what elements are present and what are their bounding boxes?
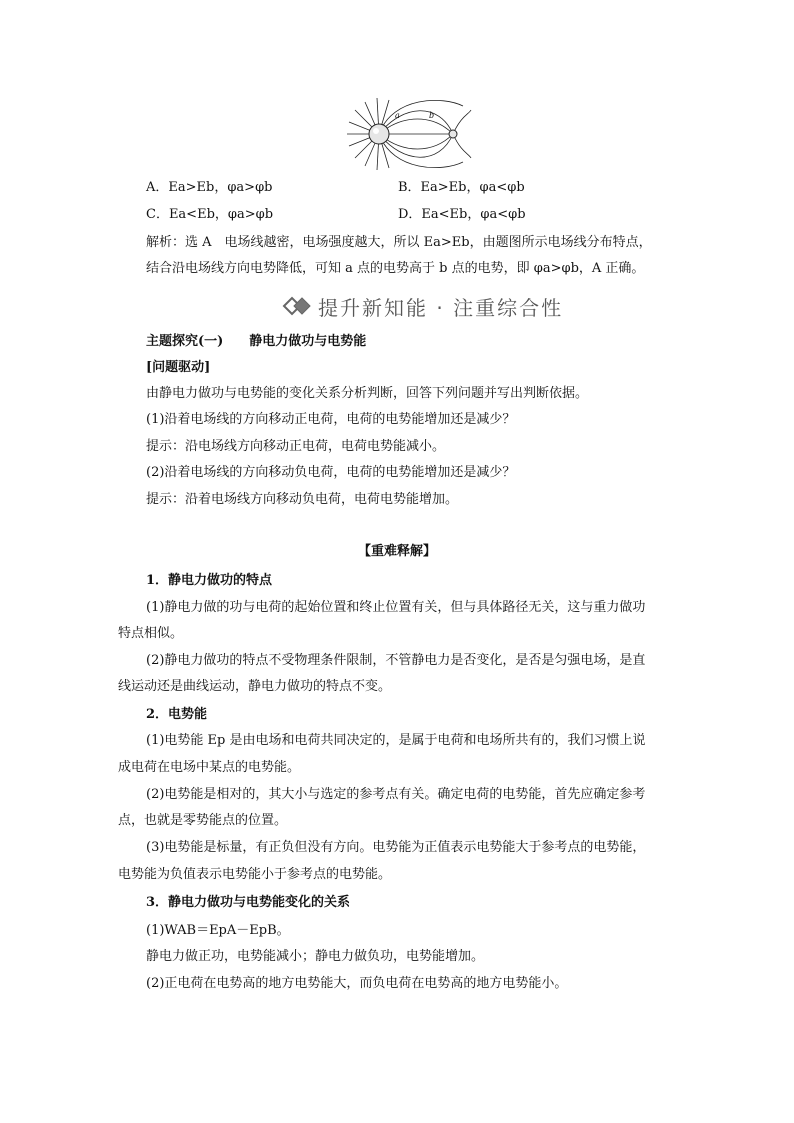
point-b-label: b [429, 111, 435, 120]
analysis-line-2: 结合沿电场线方向电势降低，可知 a 点的电势高于 b 点的电势，即 φa>φb，A 正确。 [146, 261, 645, 276]
option-d: D．Ea<Eb，φa<φb [398, 207, 526, 222]
banner-title: 提升新知能 · 注重综合性 [318, 295, 564, 320]
s1-p2-line1: (2)静电力做功的特点不受物理条件限制，不管静电力是否变化，是否是匀强电场，是直 [146, 653, 646, 668]
question-2: (2)沿着电场线的方向移动负电荷，电荷的电势能增加还是减少？ [146, 465, 516, 480]
s3-p1: 静电力做正功，电势能减小；静电力做负功，电势能增加。 [146, 949, 485, 964]
s1-p1-line2: 特点相似。 [118, 626, 184, 641]
hint-1: 提示：沿电场线方向移动正电荷，电荷电势能减小。 [146, 439, 446, 454]
problem-driver-label: [问题驱动] [146, 360, 211, 375]
option-c: C．Ea<Eb，φa>φb [146, 207, 274, 222]
question-1: (1)沿着电场线的方向移动正电荷，电荷的电势能增加还是减少？ [146, 412, 516, 427]
option-a: A．Ea>Eb，φa>φb [146, 180, 273, 195]
section-title: 【重难释解】 [357, 544, 436, 559]
point-a-label: a [395, 111, 400, 120]
section-banner [282, 292, 563, 320]
s2-p1-line2: 成电荷在电场中某点的电势能。 [118, 760, 301, 775]
topic-intro: 由静电力做功与电势能的变化关系分析判断，回答下列问题并写出判断依据。 [146, 386, 589, 401]
electric-field-figure [343, 96, 473, 172]
s2-p3-line2: 电势能为负值表示电势能小于参考点的电势能。 [118, 867, 392, 882]
topic-title: 主题探究(一) 静电力做功与电势能 [146, 334, 367, 349]
s2-p2-line2: 点，也就是零势能点的位置。 [118, 813, 288, 828]
s3-formula: (1)WAB＝EpA－EpB。 [146, 923, 290, 938]
s2-heading: 2．电势能 [146, 707, 208, 722]
s2-p3-line1: (3)电势能是标量，有正负但没有方向。电势能为正值表示电势能大于参考点的电势能， [146, 840, 646, 855]
banner-logo-icon [282, 296, 312, 316]
s1-p1-line1: (1)静电力做的功与电荷的起始位置和终止位置有关，但与具体路径无关，这与重力做功 [146, 600, 646, 615]
s1-p2-line2: 线运动还是曲线运动，静电力做功的特点不变。 [118, 679, 392, 694]
option-b: B．Ea>Eb，φa<φb [398, 180, 525, 195]
s3-p2: (2)正电荷在电势高的地方电势能大，而负电荷在电势高的地方电势能小。 [146, 976, 568, 991]
s1-heading: 1．静电力做功的特点 [146, 573, 273, 588]
s3-heading: 3．静电力做功与电势能变化的关系 [146, 895, 351, 910]
s2-p2-line1: (2)电势能是相对的，其大小与选定的参考点有关。确定电荷的电势能，首先应确定参考 [146, 787, 646, 802]
analysis-line-1: 解析：选 A 电场线越密，电场强度越大，所以 Ea>Eb，由题图所示电场线分布特点， [146, 235, 652, 250]
s2-p1-line1: (1)电势能 Ep 是由电场和电荷共同决定的，是属于电荷和电场所共有的，我们习惯上说 [146, 733, 646, 748]
hint-2: 提示：沿着电场线方向移动负电荷，电荷电势能增加。 [146, 492, 459, 507]
